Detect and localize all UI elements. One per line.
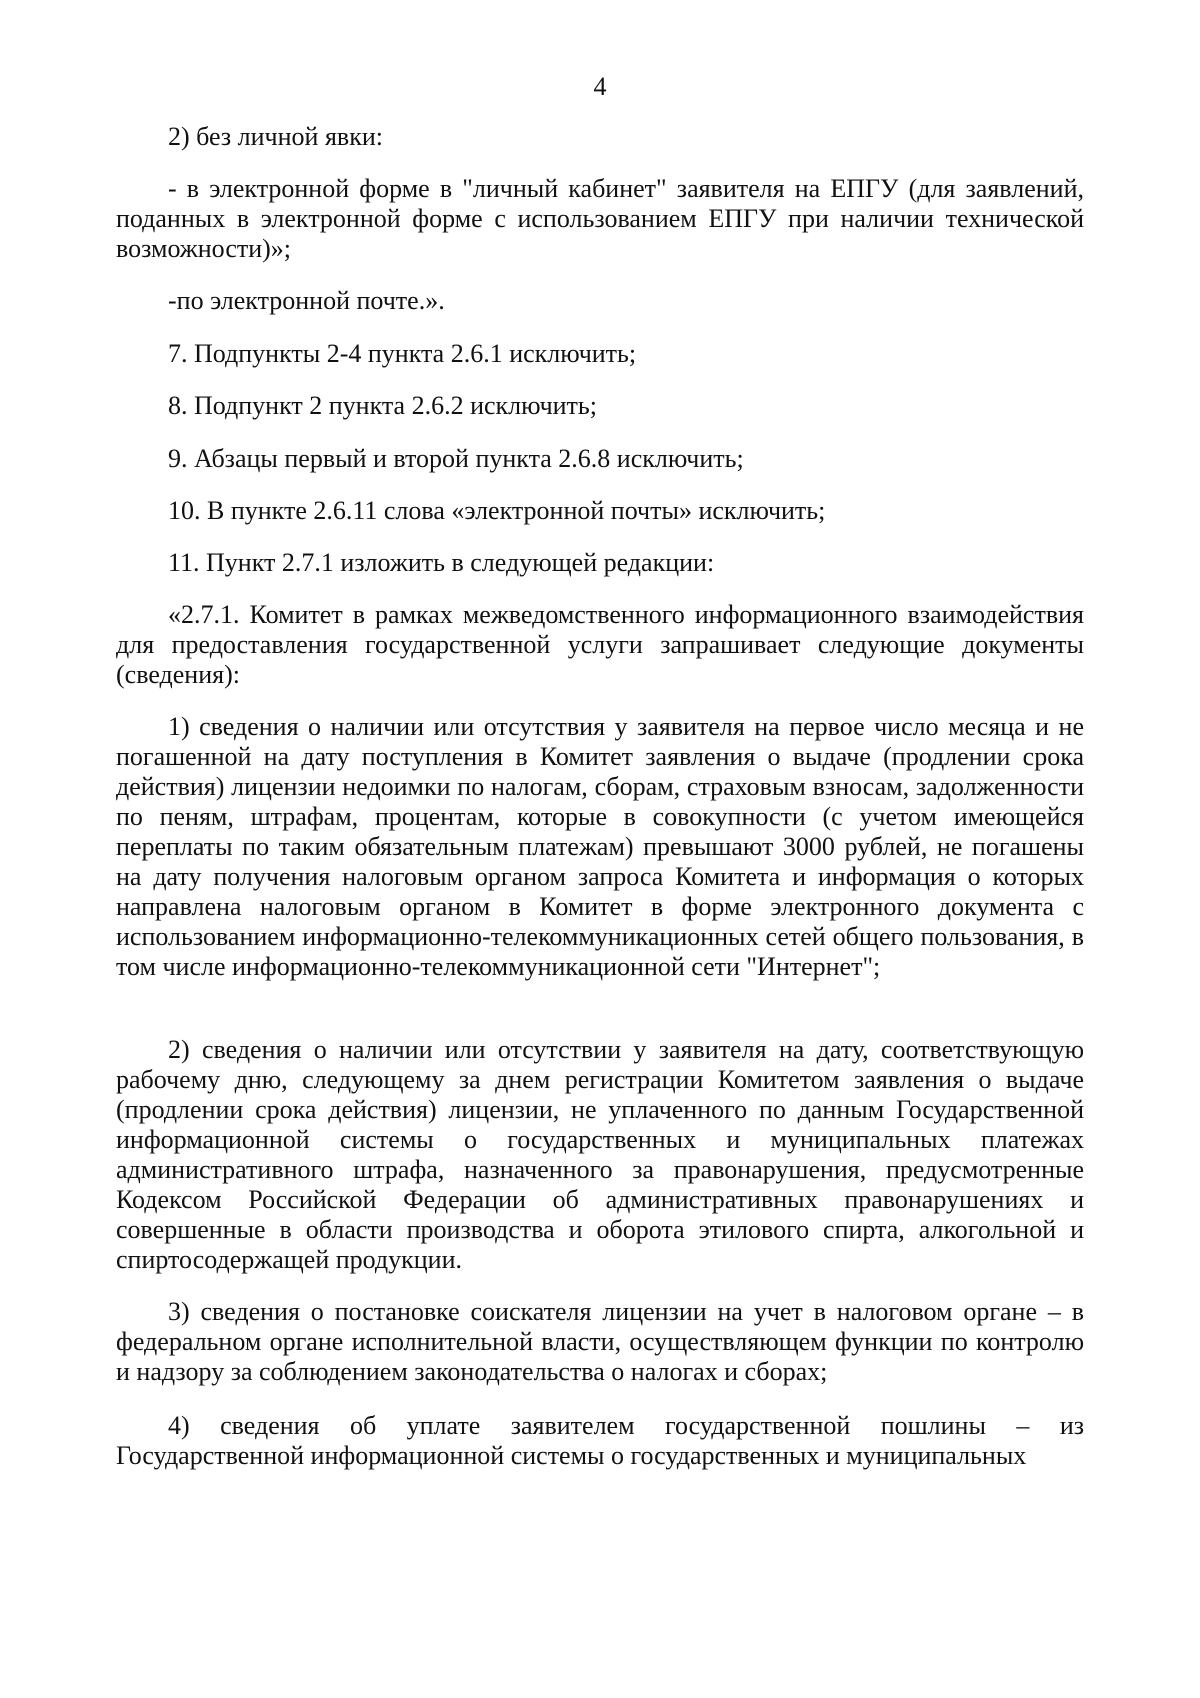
paragraph: 4) сведения об уплате заявителем государственной пошлины – из Государственной информационной системы о государственных и муниципальных (116, 1411, 1084, 1470)
paragraph: 11. Пункт 2.7.1 изложить в следующей редакции: (168, 548, 715, 577)
page-number: 4 (593, 72, 607, 101)
paragraph: 2) сведения о наличии или отсутствии у заявителя на дату, соответствующую рабочему дню, следующему за днем регистрации Комитетом заявления о выдаче (продлении срока действия) лицензии, не уплаченного по данным Государственной информационной системы о государственных и муниципальных платежах административного штрафа, назначенного за правонарушения, предусмотренные Кодексом Российской Федерации об административных правонарушениях и совершенные в области производства и оборота этилового спирта, алкогольной и спиртосодержащей продукции. (116, 1035, 1084, 1274)
paragraph: «2.7.1. Комитет в рамках межведомственного информационного взаимодействия для предоставления государственной услуги запрашивает следующие документы (сведения): (116, 600, 1084, 689)
paragraph: 10. В пункте 2.6.11 слова «электронной почты» исключить; (168, 496, 826, 525)
paragraph: 9. Абзацы первый и второй пункта 2.6.8 исключить; (168, 444, 744, 473)
paragraph: 7. Подпункты 2-4 пункта 2.6.1 исключить; (168, 339, 637, 368)
paragraph: 3) сведения о постановке соискателя лицензии на учет в налоговом органе – в федеральном органе исполнительной власти, осуществляющем функции по контролю и надзору за соблюдением законодательства о налогах и сборах; (116, 1297, 1084, 1386)
paragraph: 1) сведения о наличии или отсутствия у заявителя на первое число месяца и не погашенной на дату поступления в Комитет заявления о выдаче (продлении срока действия) лицензии недоимки по налогам, сборам, страховым взносам, задолженности по пеням, штрафам, процентам, которые в совокупности (с учетом имеющейся переплаты по таким обязательным платежам) превышают 3000 рублей, не погашены на дату получения налоговым органом запроса Комитета и информация о которых направлена налоговым органом в Комитет в форме электронного документа с использованием информационно-телекоммуникационных сетей общего пользования, в том числе информационно-телекоммуникационной сети "Интернет"; (116, 712, 1084, 981)
paragraph: 8. Подпункт 2 пункта 2.6.2 исключить; (168, 391, 597, 420)
paragraph: 2) без личной явки: (168, 122, 383, 151)
paragraph: - в электронной форме в "личный кабинет" заявителя на ЕПГУ (для заявлений, поданных в электронной форме с использованием ЕПГУ при наличии технической возможности)»; (116, 174, 1084, 263)
paragraph: -по электронной почте.». (168, 286, 445, 315)
